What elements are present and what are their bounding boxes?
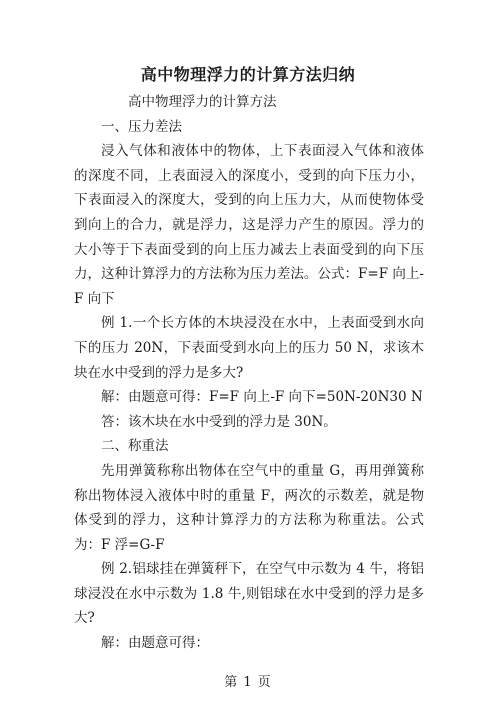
paragraph-example-2: 例 2.铝球挂在弹簧秤下，在空气中示数为 4 牛，将铝球浸没在水中示数为 1.8 牛,则铝球在水中受到的浮力是多大? <box>74 561 424 627</box>
paragraph-solution-2: 解：由题意可得： <box>101 635 209 652</box>
paragraph-solution-1: 解：由题意可得：F=F 向上-F 向下=50N-20N30 N <box>101 389 423 406</box>
section-heading-weighing-method: 二、称重法 <box>101 438 169 455</box>
document-body <box>74 90 424 656</box>
paragraph-weighing-method-explanation: 先用弹簧称称出物体在空气中的重量 G，再用弹簧称称出物体浸入液体中时的重量 F，两次的示数差，就是物体受到的浮力，这种计算浮力的方法称为称重法。公式为：F 浮=G-F <box>74 462 424 553</box>
document-subtitle: 高中物理浮力的计算方法 <box>128 94 277 110</box>
paragraph-pressure-difference-explanation: 浸入气体和液体中的物体，上下表面浸入气体和液体的深度不同，上表面浸入的深度小，受到的向下压力小，下表面浸入的深度大，受到的向上压力大，从而使物体受到向上的合力，就是浮力，这是浮力产生的原因。浮力的大小等于下表面受到的向上压力减去上表面受到的向下压力，这种计算浮力的方法称为压力差法。公式：F=F 向上-F 向下 <box>74 143 424 307</box>
section-heading-pressure-difference: 一、压力差法 <box>101 118 182 135</box>
document-title: 高中物理浮力的计算方法归纳 <box>140 65 356 84</box>
paragraph-example-1: 例 1.一个长方体的木块浸没在水中，上表面受到水向下的压力 20N，下表面受到水向上的压力 50 N，求该木块在水中受到的浮力是多大? <box>74 315 424 381</box>
page-number: 第 1 页 <box>224 675 272 690</box>
paragraph-answer-1: 答：该木块在水中受到的浮力是 30N。 <box>101 413 337 430</box>
